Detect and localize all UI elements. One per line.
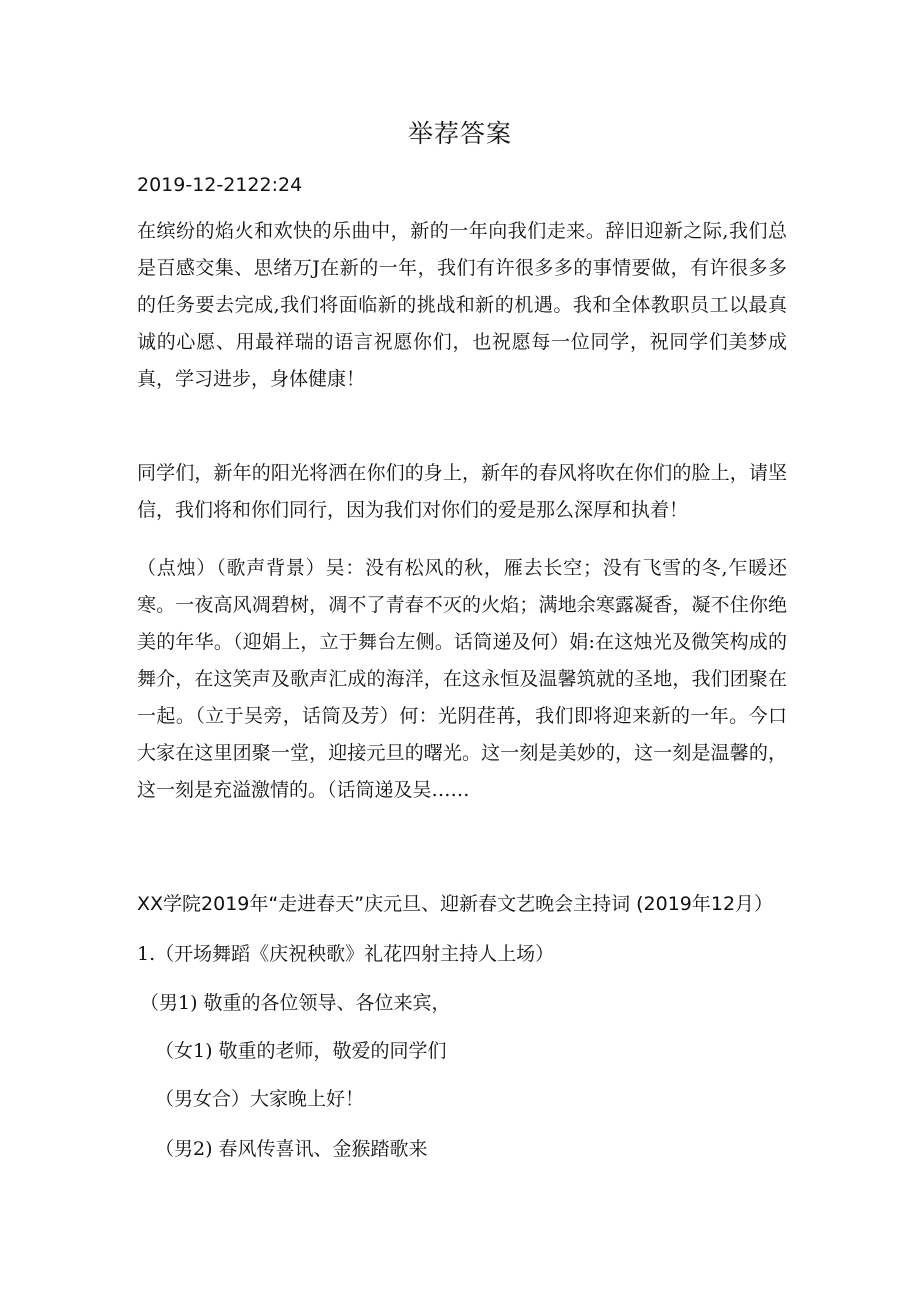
program-title: XX学院2019年“走进春天”庆元旦、迎新春文艺晚会主持词 (2019年12月） xyxy=(137,893,774,915)
host-line-male-2: （男2) 春风传喜讯、金猴踏歌来 xyxy=(155,1138,428,1160)
host-line-male-1: （男1) 敬重的各位领导、各位来宾， xyxy=(140,992,451,1014)
host-line-female-1: （女1) 敬重的老师，敬爱的同学们 xyxy=(155,1040,447,1062)
page-title: 举荐答案 xyxy=(407,119,512,148)
paragraph-candle-scene: （点烛）（歌声背景）吴：没有松风的秋，雁去长空；没有飞雪的冬,乍暖还寒。一夜高风凋碧树，凋不了青春不灭的火焰；满地余寒露凝香，凝不住你绝美的年华。（迎娟上，立于舞台左侧。话筒递及何）娟:在这烛光及微笑构成的舞介，在这笑声及歌声汇成的海洋，在这永恒及温馨筑就的圣地，我们团聚在一起。（立于吴旁，话筒及芳）何：光阴荏苒，我们即将迎来新的一年。今口大家在这里团聚一堂，迎接元旦的曙光。这一刻是美妙的，这一刻是温馨的，这一刻是充溢激情的。（话筒递及吴…… xyxy=(137,557,787,801)
program-item-1: 1.（开场舞蹈《庆祝秧歌》礼花四射主持人上场） xyxy=(137,943,555,965)
paragraph-students: 同学们，新年的阳光将洒在你们的身上，新年的春风将吹在你们的脸上，请坚信，我们将和你们同行，因为我们对你们的爱是那么深厚和执着！ xyxy=(137,462,787,521)
host-line-together: （男女合）大家晚上好！ xyxy=(155,1088,365,1110)
paragraph-opening: 在缤纷的焰火和欢快的乐曲中，新的一年向我们走来。辞旧迎新之际,我们总是百感交集、思绪万J在新的一年，我们有许很多多的事情要做，有许很多多的任务要去完成,我们将面临新的挑战和新的机遇。我和全体教职员工以最真诚的心愿、用最祥瑞的语言祝愿你们，也祝愿每一位同学，祝同学们美梦成真，学习进步，身体健康！ xyxy=(137,220,787,390)
document-date: 2019-12-2122:24 xyxy=(137,174,303,196)
